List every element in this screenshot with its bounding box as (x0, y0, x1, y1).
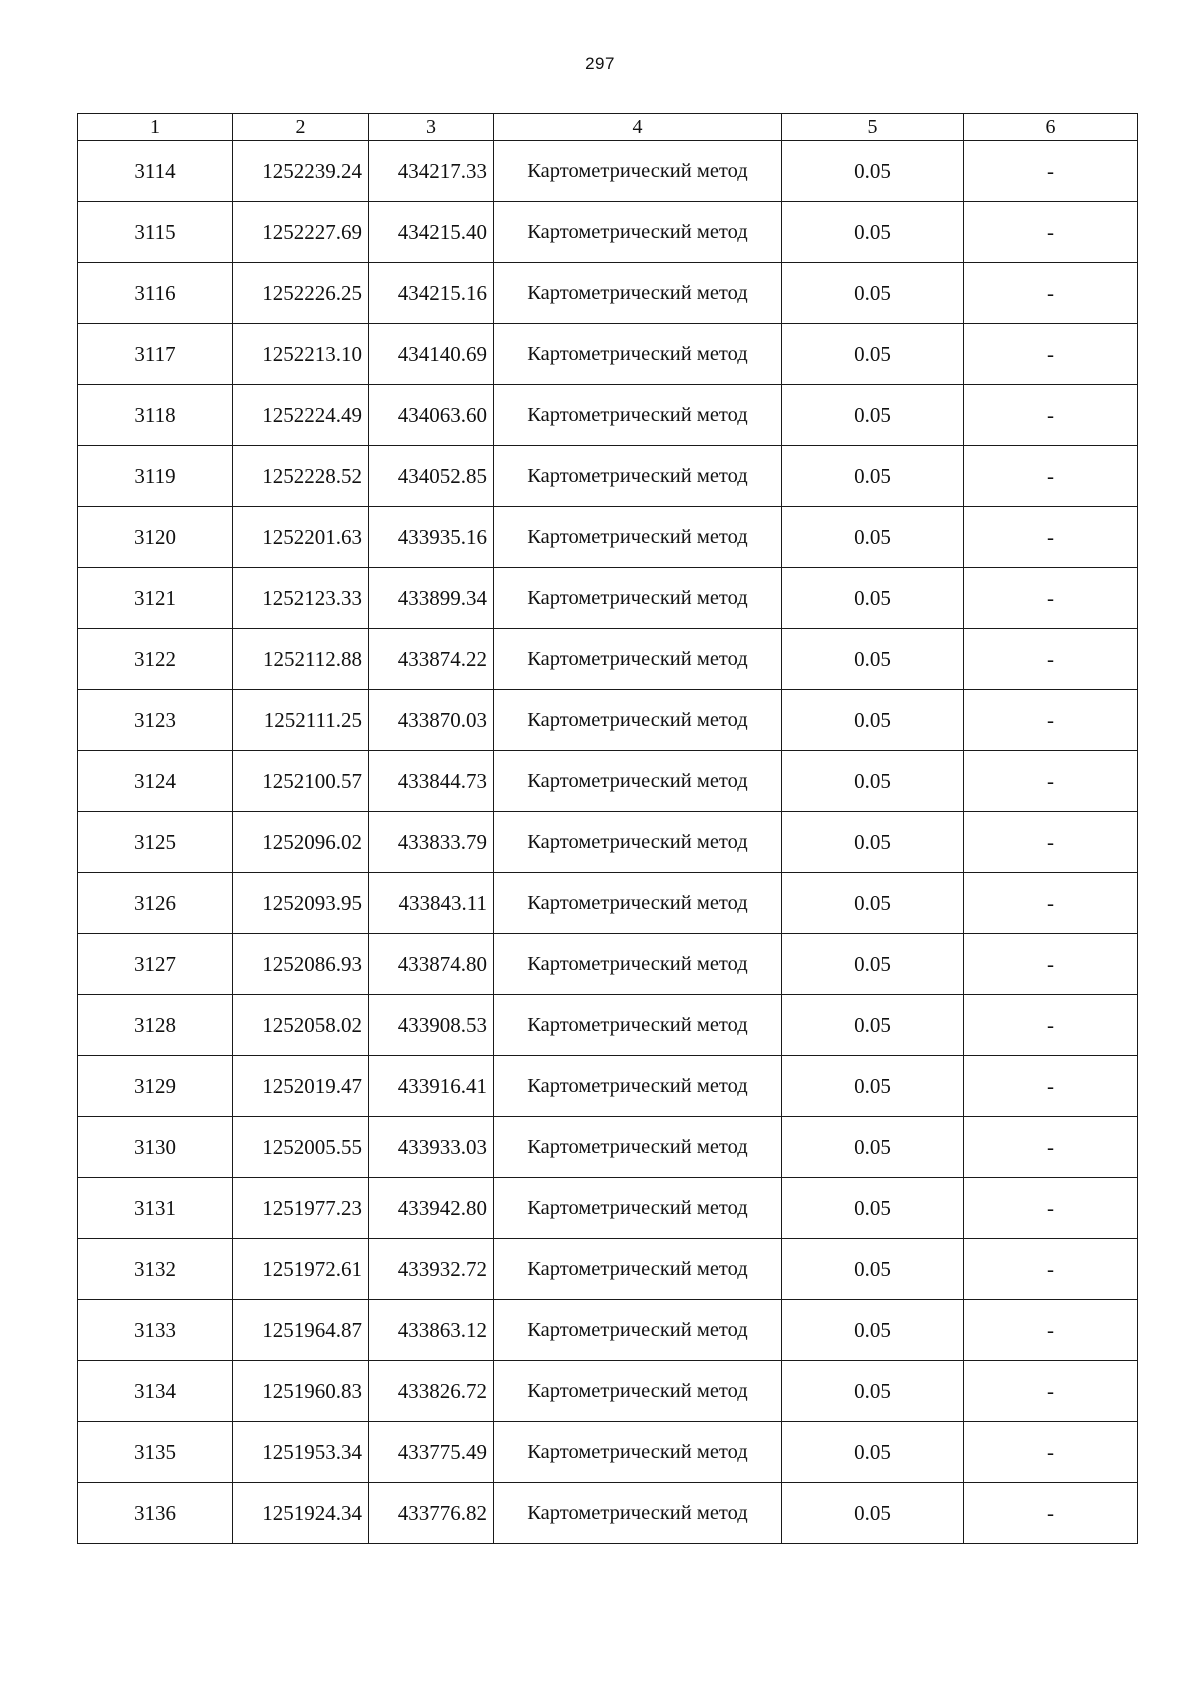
cell-coord-y: 433874.80 (369, 934, 494, 995)
cell-point-number: 3116 (78, 263, 233, 324)
table-row (78, 812, 1138, 873)
cell-point-number: 3135 (78, 1422, 233, 1483)
cell-coord-x: 1251960.83 (233, 1361, 369, 1422)
cell-method: Картометрический метод (494, 1178, 782, 1239)
cell-note: - (964, 934, 1138, 995)
table-row (78, 202, 1138, 263)
table-row (78, 568, 1138, 629)
table-row (78, 751, 1138, 812)
cell-method: Картометрический метод (494, 385, 782, 446)
cell-note: - (964, 1117, 1138, 1178)
coordinates-table (77, 113, 1138, 1544)
cell-note: - (964, 1422, 1138, 1483)
table-row (78, 324, 1138, 385)
cell-coord-y: 434215.40 (369, 202, 494, 263)
cell-coord-y: 433942.80 (369, 1178, 494, 1239)
cell-coord-x: 1252111.25 (233, 690, 369, 751)
cell-note: - (964, 995, 1138, 1056)
header-cell-5: 5 (782, 114, 964, 141)
cell-point-number: 3115 (78, 202, 233, 263)
cell-point-number: 3134 (78, 1361, 233, 1422)
table-row (78, 934, 1138, 995)
cell-accuracy: 0.05 (782, 934, 964, 995)
cell-coord-x: 1252201.63 (233, 507, 369, 568)
cell-point-number: 3119 (78, 446, 233, 507)
cell-point-number: 3123 (78, 690, 233, 751)
cell-method: Картометрический метод (494, 1056, 782, 1117)
cell-coord-y: 434063.60 (369, 385, 494, 446)
cell-coord-x: 1252213.10 (233, 324, 369, 385)
table-row (78, 1483, 1138, 1544)
cell-note: - (964, 507, 1138, 568)
cell-coord-y: 433932.72 (369, 1239, 494, 1300)
cell-note: - (964, 202, 1138, 263)
cell-coord-x: 1252019.47 (233, 1056, 369, 1117)
table-row (78, 629, 1138, 690)
cell-coord-x: 1252096.02 (233, 812, 369, 873)
cell-accuracy: 0.05 (782, 202, 964, 263)
cell-coord-x: 1252227.69 (233, 202, 369, 263)
cell-method: Картометрический метод (494, 934, 782, 995)
cell-note: - (964, 324, 1138, 385)
cell-coord-y: 433916.41 (369, 1056, 494, 1117)
header-cell-6: 6 (964, 114, 1138, 141)
cell-note: - (964, 385, 1138, 446)
cell-point-number: 3118 (78, 385, 233, 446)
cell-accuracy: 0.05 (782, 446, 964, 507)
cell-note: - (964, 263, 1138, 324)
cell-note: - (964, 446, 1138, 507)
cell-coord-x: 1252226.25 (233, 263, 369, 324)
cell-coord-y: 433908.53 (369, 995, 494, 1056)
cell-point-number: 3136 (78, 1483, 233, 1544)
cell-method: Картометрический метод (494, 141, 782, 202)
cell-accuracy: 0.05 (782, 385, 964, 446)
cell-accuracy: 0.05 (782, 751, 964, 812)
table-row (78, 1300, 1138, 1361)
cell-method: Картометрический метод (494, 1300, 782, 1361)
table-row (78, 873, 1138, 934)
cell-note: - (964, 751, 1138, 812)
cell-accuracy: 0.05 (782, 1361, 964, 1422)
cell-coord-y: 433874.22 (369, 629, 494, 690)
table-row (78, 690, 1138, 751)
cell-note: - (964, 629, 1138, 690)
cell-accuracy: 0.05 (782, 1117, 964, 1178)
cell-accuracy: 0.05 (782, 141, 964, 202)
table-row (78, 1178, 1138, 1239)
cell-point-number: 3114 (78, 141, 233, 202)
cell-coord-x: 1252224.49 (233, 385, 369, 446)
cell-point-number: 3126 (78, 873, 233, 934)
cell-coord-y: 433843.11 (369, 873, 494, 934)
cell-coord-x: 1251953.34 (233, 1422, 369, 1483)
header-cell-3: 3 (369, 114, 494, 141)
cell-note: - (964, 1178, 1138, 1239)
table-body (78, 141, 1138, 1544)
cell-method: Картометрический метод (494, 1117, 782, 1178)
table-row (78, 1361, 1138, 1422)
cell-coord-y: 433833.79 (369, 812, 494, 873)
cell-point-number: 3125 (78, 812, 233, 873)
cell-accuracy: 0.05 (782, 507, 964, 568)
cell-accuracy: 0.05 (782, 1300, 964, 1361)
cell-accuracy: 0.05 (782, 1239, 964, 1300)
cell-point-number: 3120 (78, 507, 233, 568)
cell-note: - (964, 812, 1138, 873)
cell-coord-x: 1252100.57 (233, 751, 369, 812)
cell-point-number: 3131 (78, 1178, 233, 1239)
cell-note: - (964, 1056, 1138, 1117)
cell-accuracy: 0.05 (782, 324, 964, 385)
cell-point-number: 3117 (78, 324, 233, 385)
cell-coord-y: 433776.82 (369, 1483, 494, 1544)
cell-point-number: 3124 (78, 751, 233, 812)
cell-note: - (964, 873, 1138, 934)
cell-coord-y: 434052.85 (369, 446, 494, 507)
cell-method: Картометрический метод (494, 995, 782, 1056)
table-row (78, 507, 1138, 568)
cell-coord-y: 433844.73 (369, 751, 494, 812)
cell-coord-y: 433826.72 (369, 1361, 494, 1422)
cell-method: Картометрический метод (494, 690, 782, 751)
cell-coord-y: 433935.16 (369, 507, 494, 568)
cell-accuracy: 0.05 (782, 1178, 964, 1239)
cell-coord-y: 433775.49 (369, 1422, 494, 1483)
header-cell-4: 4 (494, 114, 782, 141)
cell-coord-x: 1252086.93 (233, 934, 369, 995)
cell-accuracy: 0.05 (782, 629, 964, 690)
table-row (78, 385, 1138, 446)
cell-coord-y: 433933.03 (369, 1117, 494, 1178)
cell-point-number: 3129 (78, 1056, 233, 1117)
table-header-row (78, 114, 1138, 141)
cell-method: Картометрический метод (494, 812, 782, 873)
table-row (78, 995, 1138, 1056)
cell-coord-x: 1252093.95 (233, 873, 369, 934)
cell-point-number: 3127 (78, 934, 233, 995)
cell-coord-x: 1251964.87 (233, 1300, 369, 1361)
cell-coord-x: 1251977.23 (233, 1178, 369, 1239)
cell-point-number: 3122 (78, 629, 233, 690)
cell-coord-y: 434215.16 (369, 263, 494, 324)
cell-method: Картометрический метод (494, 1361, 782, 1422)
cell-coord-x: 1252005.55 (233, 1117, 369, 1178)
cell-coord-x: 1252058.02 (233, 995, 369, 1056)
cell-accuracy: 0.05 (782, 1422, 964, 1483)
cell-coord-x: 1252239.24 (233, 141, 369, 202)
cell-method: Картометрический метод (494, 263, 782, 324)
cell-accuracy: 0.05 (782, 812, 964, 873)
header-cell-2: 2 (233, 114, 369, 141)
cell-note: - (964, 1483, 1138, 1544)
cell-accuracy: 0.05 (782, 263, 964, 324)
cell-coord-x: 1252112.88 (233, 629, 369, 690)
cell-note: - (964, 1361, 1138, 1422)
cell-method: Картометрический метод (494, 751, 782, 812)
cell-coord-x: 1252123.33 (233, 568, 369, 629)
cell-method: Картометрический метод (494, 629, 782, 690)
cell-note: - (964, 690, 1138, 751)
header-cell-1: 1 (78, 114, 233, 141)
cell-note: - (964, 1300, 1138, 1361)
cell-method: Картометрический метод (494, 568, 782, 629)
cell-point-number: 3132 (78, 1239, 233, 1300)
cell-accuracy: 0.05 (782, 995, 964, 1056)
cell-coord-x: 1252228.52 (233, 446, 369, 507)
cell-accuracy: 0.05 (782, 1483, 964, 1544)
table-row (78, 1056, 1138, 1117)
cell-point-number: 3121 (78, 568, 233, 629)
cell-note: - (964, 568, 1138, 629)
cell-method: Картометрический метод (494, 1483, 782, 1544)
table-row (78, 1117, 1138, 1178)
cell-method: Картометрический метод (494, 1422, 782, 1483)
cell-point-number: 3128 (78, 995, 233, 1056)
table-row (78, 446, 1138, 507)
cell-accuracy: 0.05 (782, 1056, 964, 1117)
cell-coord-y: 434217.33 (369, 141, 494, 202)
page-number: 297 (585, 54, 615, 73)
cell-coord-y: 433863.12 (369, 1300, 494, 1361)
cell-note: - (964, 1239, 1138, 1300)
table-row (78, 263, 1138, 324)
cell-accuracy: 0.05 (782, 873, 964, 934)
cell-coord-x: 1251924.34 (233, 1483, 369, 1544)
cell-coord-y: 433870.03 (369, 690, 494, 751)
cell-accuracy: 0.05 (782, 568, 964, 629)
cell-accuracy: 0.05 (782, 690, 964, 751)
cell-coord-x: 1251972.61 (233, 1239, 369, 1300)
cell-method: Картометрический метод (494, 324, 782, 385)
cell-coord-y: 434140.69 (369, 324, 494, 385)
cell-note: - (964, 141, 1138, 202)
cell-method: Картометрический метод (494, 446, 782, 507)
cell-method: Картометрический метод (494, 202, 782, 263)
cell-point-number: 3130 (78, 1117, 233, 1178)
table-row (78, 1239, 1138, 1300)
cell-coord-y: 433899.34 (369, 568, 494, 629)
cell-method: Картометрический метод (494, 507, 782, 568)
table-row (78, 1422, 1138, 1483)
cell-method: Картометрический метод (494, 873, 782, 934)
cell-point-number: 3133 (78, 1300, 233, 1361)
table-row (78, 141, 1138, 202)
cell-method: Картометрический метод (494, 1239, 782, 1300)
